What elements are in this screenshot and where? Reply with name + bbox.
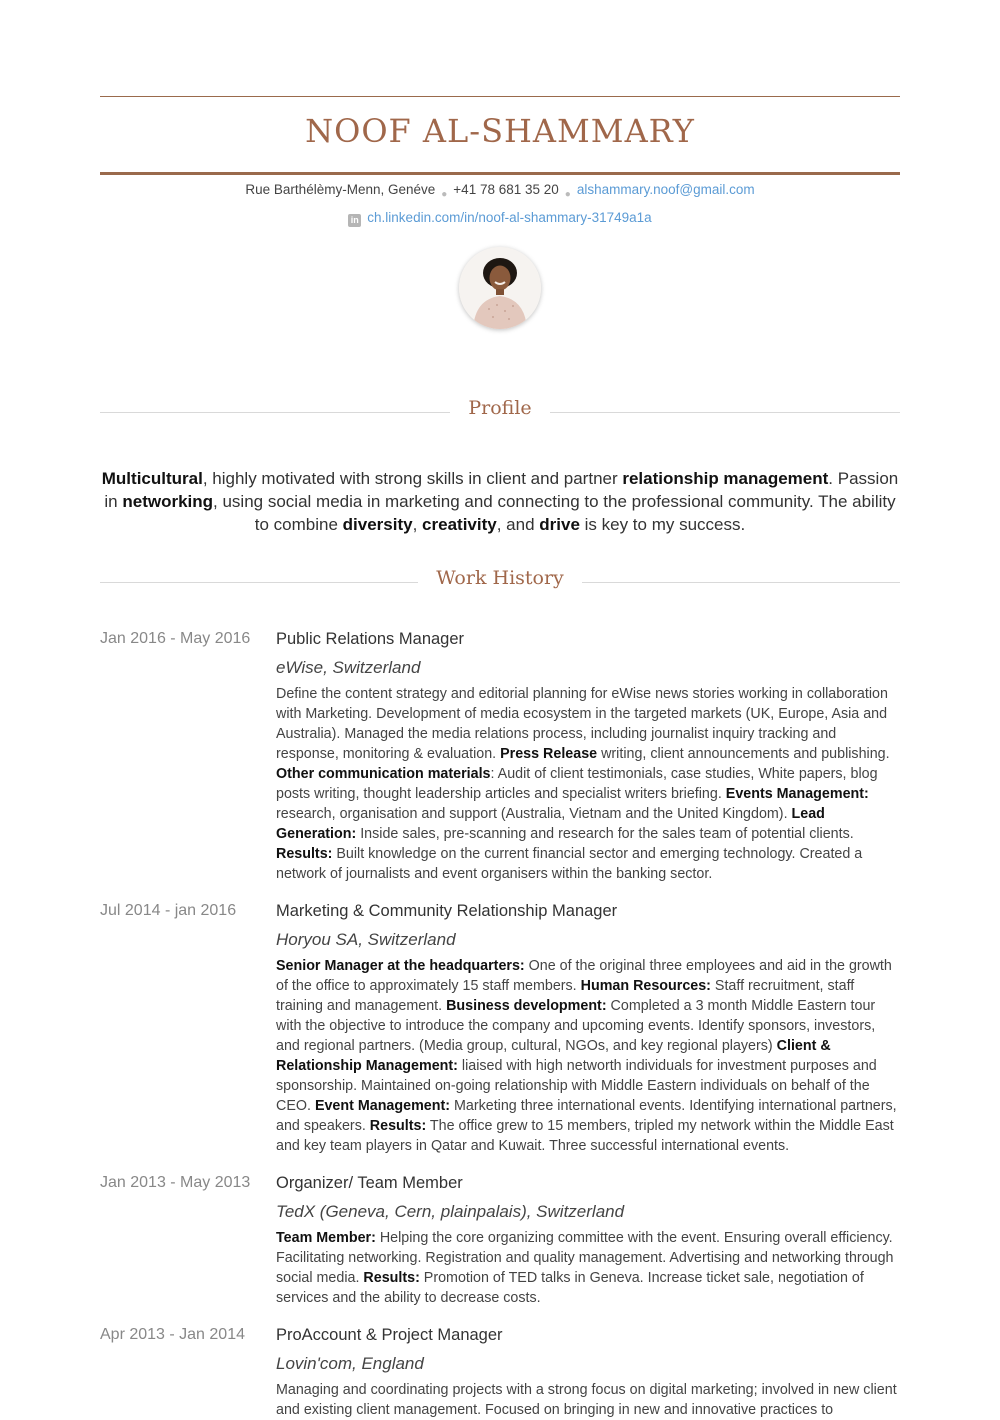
candidate-name: NOOF AL-SHAMMARY	[305, 112, 695, 150]
separator-dot-icon: ●	[441, 189, 448, 200]
job-dates: Jan 2013 - May 2013	[100, 1174, 251, 1191]
profile-summary: Multicultural, highly motivated with strong skills in client and partner relationship management. Passion in networking, using social media in marketing and connecting to the professional community. The ability to combine diversity, creativity, and drive is key to my success.	[101, 469, 899, 534]
job-dates: Jan 2016 - May 2016	[100, 630, 251, 647]
work-history-section-title: Work History	[436, 567, 564, 589]
profile-section-header	[100, 397, 900, 427]
job-description: Managing and coordinating projects with a strong focus on digital marketing; involved in new client and existing client management. Focused on bringing in new and innovative practices to	[276, 1382, 897, 1418]
job-title: Public Relations Manager	[276, 630, 465, 648]
linkedin-line	[100, 210, 900, 227]
profile-section-title: Profile	[468, 397, 532, 419]
work-history-section-header	[100, 567, 900, 597]
email-link[interactable]: alshammary.noof@gmail.com	[576, 182, 755, 197]
job-description: Define the content strategy and editorial planning for eWise news stories working in collaboration with Marketing. Development of media ecosystem in the targeted markets (UK, Europe, Asia and Australia). Managed the media relations process, including journalist inquiry tracking and response, monitoring & evaluation. Press Release writing, client announcements and publishing. Other communication materials: Audit of client testimonials, case studies, White papers, blog posts writing, thought leadership articles and specialist writers briefing. Events Management: research, organisation and support (Australia, Vietnam and the United Kingdom). Lead Generation: Inside sales, pre-scanning and research for the sales team of potential clients. Results: Built knowledge on the current financial sector and emerging technology. Created a network of journalists and event organisers within the banking sector.	[276, 686, 890, 882]
job-dates: Jul 2014 - jan 2016	[100, 902, 237, 919]
job-company: Horyou SA, Switzerland	[276, 930, 456, 949]
job-title: ProAccount & Project Manager	[276, 1326, 503, 1344]
job-company: eWise, Switzerland	[276, 658, 421, 677]
linkedin-icon: in	[348, 214, 361, 227]
job-company: TedX (Geneva, Cern, plainpalais), Switzerland	[276, 1202, 625, 1221]
job-title: Organizer/ Team Member	[276, 1174, 463, 1192]
job-description: Senior Manager at the headquarters: One of the original three employees and aid in the growth of the office to approximately 15 staff members. Human Resources: Staff recruitment, staff training and management. Business development: Completed a 3 month Middle Eastern tour with the objective to introduce the company and upcoming events. Identify sponsors, investors, and regional partners. (Media group, cultural, NGOs, and key regional players) Client & Relationship Management: liaised with high networth individuals for investment purposes and sponsorship. Maintained on-going relationship with Middle Eastern individuals on behalf of the CEO. Event Management: Marketing three international events. Identifying international partners, and speakers. Results: The office grew to 15 members, tripled my network within the Middle East and key team players in Qatar and Kuwait. Three successful international events.	[276, 958, 897, 1154]
phone-text: +41 78 681 35 20	[453, 182, 559, 197]
contact-line	[100, 182, 900, 200]
header-bottom-rule	[100, 172, 900, 175]
header-top-rule	[100, 96, 900, 97]
job-description: Team Member: Helping the core organizing committee with the event. Ensuring overall efficiency. Facilitating networking. Registration and quality management. Advertising and networking through social media. Results: Promotion of TED talks in Geneva. Increase ticket sale, negotiation of services and the ability to decrease costs.	[276, 1230, 894, 1306]
profile-photo-avatar	[459, 247, 541, 329]
address-text: Rue Barthélèmy-Menn, Genéve	[245, 182, 436, 197]
job-company: Lovin'com, England	[276, 1354, 424, 1373]
linkedin-link[interactable]: ch.linkedin.com/in/noof-al-shammary-31749a1a	[367, 210, 652, 225]
job-title: Marketing & Community Relationship Manager	[276, 902, 618, 920]
job-dates: Apr 2013 - Jan 2014	[100, 1326, 245, 1343]
profile-photo	[459, 247, 541, 329]
separator-dot-icon: ●	[564, 189, 571, 200]
